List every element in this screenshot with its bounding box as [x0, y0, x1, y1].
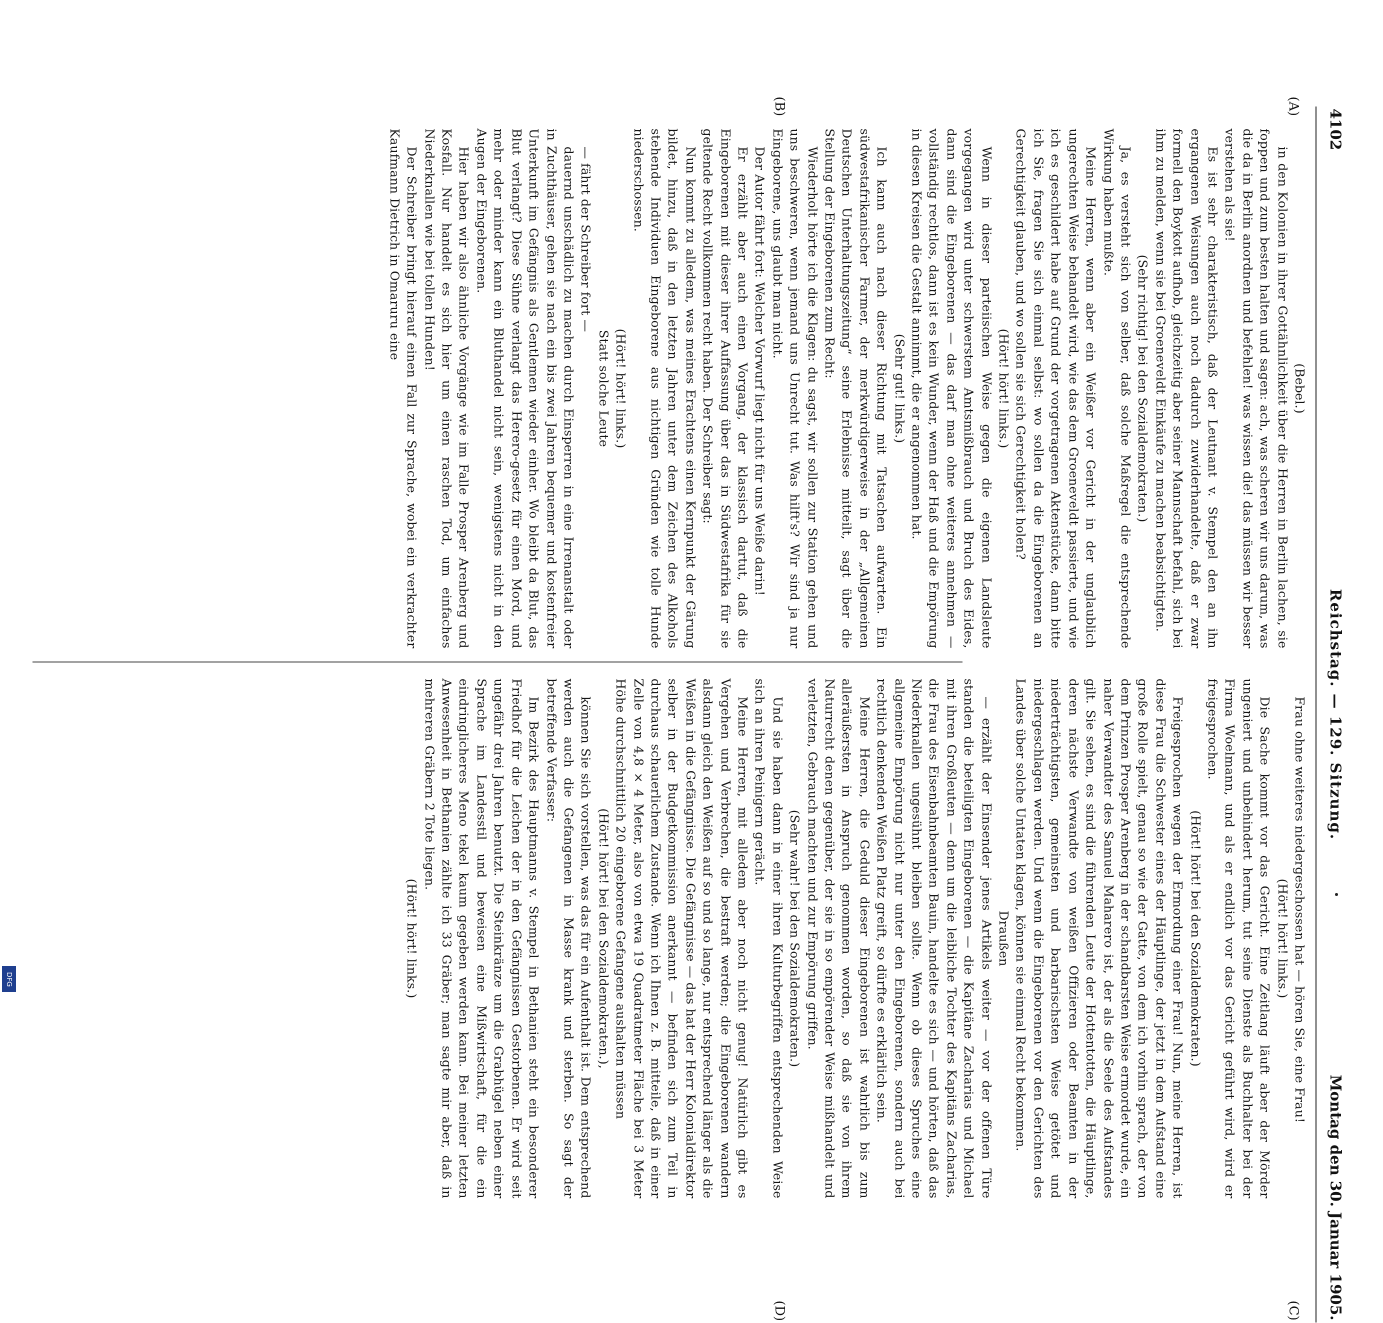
interjection: (Hört! hört! links.): [1275, 878, 1291, 999]
paragraph: Der Autor fährt fort: Welcher Vorwurf liegt nicht für uns Weiße darin!: [752, 146, 768, 596]
paragraph: Er erzählt aber auch einen Vorgang, der klassisch dartut, daß die Eingeborenen mit dieser ihrer Auffassung über das in Südwestafrika für sie geltende Recht vollkommen recht haben. Der Schreiber sagt:: [700, 128, 751, 649]
margin-marker-d: (D): [771, 1300, 787, 1322]
dfg-logo: DFG: [2, 966, 16, 992]
paragraph: in den Kolonien in ihrer Gottähnlichkeit über die Herren in Berlin lachen, sie foppen und zum besten halten und sagen: ach, was scheren wir uns darum, was die da in Berlin anordnen und befehlen! was wissen die! das müssen wir besser verstehen als sie!: [1222, 128, 1291, 649]
paragraph: Freigesprochen wegen der Ermordung einer Frau! Nun, meine Herren, ist diese Frau die Schwester eines der Häuptlinge, der jetzt in dem Aufstand eine große Rolle spielt, genau so wie der Gatte, von dem ich vorhin sprach, der von dem Prinzen Prosper Arenberg in der schandbarsten Weise ermordet wurde, ein naher Verwandter des Samuel Maharero ist, der als die Seele des Aufstandes gilt. Sie sehen, es sind die führenden Leute der Hottentotten, die Häuptlinge, deren nächste Verwandte von weißen Offizieren oder Beamten in der niederträchtigsten, gemeinsten und barbarischsten Weise getötet und niedergeschlagen werden. Und wenn die Eingeborenen vor den Gerichten des Landes über solche Untaten klagen, können sie einmal Recht bekommen.: [1014, 678, 1186, 1199]
paragraph: Im Bezirk des Hauptmanns v. Stempel in Bethanien steht ein besonderer Friedhof für die Leichen der in den Gefängnissen Gestorbenen. Er wird seit ungefähr drei Jahren benutzt. Die Steinkränze um die Grabhügel neben einer Sprache im Landesstil und beweisen eine Mißwirtschaft, für die ein eindringlicheres Meno tekel kaum gegeben werden kann. Bei meiner letzten Anwesenheit in Bethanien zählte ich 33 Gräber; man sagte mir aber, daß in mehreren Gräbern 2 Tote liegen.: [422, 678, 542, 1199]
paragraph: Es ist sehr charakteristisch, daß der Leutnant v. Stempel den an ihn ergangenen Weisungen auch noch dadurch zuwiderhandelte, daß er zwar formell den Boykott aufhob, gleichzeitig aber seiner Mannschaft befahl, sich bei ihm zu melden, wenn sie bei Groeneveldt Einkäufe zu machen beabsichtigten.: [1153, 128, 1221, 649]
page-date: Montag den 30. Januar 1905.: [1326, 1074, 1345, 1321]
interjection: (Hört! hört! bei den Sozialdemokraten.),: [596, 808, 612, 1069]
paragraph: können Sie sich vorstellen, was das für ein Aufenthalt ist. Dem entsprechend werden auch die Gefangenen in Masse krank und sterben. So sagt der betreffende Verfasser:: [544, 678, 594, 1199]
left-text-column: [386, 129, 1309, 649]
paragraph: Ich kann auch nach dieser Richtung mit Tatsachen aufwarten. Ein südwestafrikanischer Farmer, der merkwürdigerweise in der „Allgemeinen Deutschen Unterhaltungszeitung“ seine Erlebnisse mitteilt, sagt über die Stellung der Eingeborenen zum Recht:: [822, 128, 890, 649]
column-rule: [33, 662, 963, 663]
paragraph: Meine Herren, mit alledem aber noch nicht genug! Natürlich gibt es Vergehen und Verbrechen, die bestraft werden; die Eingeborenen wandern alsdann gleich den Weißen auf so und so lange, nur entsprechend länger als die Weißen in die Gefängnisse. Die Gefängnisse — das hat der Herr Kolonialdirektor selber in der Budgetkommission anerkannt — befinden sich zum Teil in durchaus schauerlichem Zustande. Wenn ich Ihnen z. B. mitteile, daß in einer Zelle von 4,8 × 4 Meter, also von etwa 19 Quadratmeter Fläche bei 3 Meter Höhe durchschnittlich 20 eingeborene Gefangene aushalten müssen: [613, 678, 751, 1199]
page-number: 4102: [1326, 108, 1345, 151]
paragraph: dauernd unschädlich zu machen durch Einsperren in eine Irrenanstalt oder in Zuchthäuser, gehen sie nach ein bis zwei Jahren bequemer und kostenfreier Unterkunft im Gefängnis als Gentlemen wieder einher. Wo bleibt da Blut, das Blut verlangt? Diese Sühne verlangt das Herero-gesetz für einen Mord, und mehr oder minder kann ein Bluthandel nicht sein, wenigstens nicht in den Augen der Eingeborenen.: [474, 128, 577, 649]
interjection: (Sehr gut! links.): [892, 333, 908, 444]
paragraph: Wenn in dieser parteiischen Weise gegen die eigenen Landsleute vorgegangen wird unter schwerstem Amtsmißbrauch und Bruch des Eides, dann sind die Eingeborenen — das darf man ohne weiteres annehmen — vollständig rechtlos, dann ist es kein Wunder, wenn der Haß und die Empörung in diesen Kreisen die Gestalt annimmt, die er angenommen hat.: [909, 128, 995, 649]
paragraph: Und sie haben dann in einer ihren Kulturbegriffen entsprechenden Weise sich an ihren Peinigern gerächt.: [752, 678, 786, 1199]
margin-marker-b: (B): [771, 96, 787, 117]
paragraph: Meine Herren, die Geduld dieser Eingeborenen ist wahrlich bis zum alleräußersten in Anspruch genommen worden, so daß sie von ihrem Naturrecht denen gegenüber, der sie in so empörender Weise mißhandelt und verletzten, Gebrauch machten und zur Empörung griffen.: [805, 678, 873, 1199]
rotated-page-content: [0, 1, 1383, 1322]
margin-marker-a: (A): [1285, 96, 1301, 117]
paragraph: — erzählt der Einsender jenes Artikels weiter — vor der offenen Türe standen die beteiligten Eingeborenen — die Kapitäne Zacharias und Michael mit ihren Großleuten — denn um die leibliche Tochter des Kapitäns Zacharias, die Frau des Eisenbahnbeamten Bauin, handelte es sich — und hörten, daß das Niederknallen ungesühnt bleiben sollte. Wenn ob dieses Spruches eine allgemeine Empörung nicht nur unter den Eingeborenen, sondern auch bei rechtlich denkenden Weißen Platz greift, so dürfte es erklärlich sein.: [874, 678, 995, 1199]
margin-marker-c: (C): [1285, 1300, 1301, 1321]
paragraph: — fährt der Schreiber fort —: [578, 146, 594, 332]
page-title: Reichstag. — 129. Sitzung.: [1326, 588, 1345, 841]
page-header: [1317, 109, 1347, 1321]
paragraph: Ja, es versteht sich von selber, daß solche Maßregel die entsprechende Wirkung haben mußte.: [1101, 128, 1134, 649]
ink-speck: [1335, 893, 1338, 896]
paragraph: Die Sache kommt vor das Gericht. Eine Zeitlang läuft aber der Mörder ungeniert und unbehindert herum, tut seine Dienste als Buchhalter bei der Firma Woelmann, und als er endlich vor das Gericht geführt wird, wird er freigesprochen.: [1205, 678, 1273, 1199]
paragraph: Wiederholt hörte ich die Klagen: du sagst, wir sollen zur Station gehen und uns beschweren, wenn jemand uns Unrecht tut. Was hilft's? Wir sind ja nur Eingeborene, uns glaubt man nicht.: [770, 128, 821, 649]
paragraph: Der Schreiber bringt hierauf einen Fall zur Sprache, wobei ein verkrachter Kaufmann Dietrich in Omaruru eine: [387, 128, 420, 649]
interjection: (Sehr wahr! bei den Sozialdemokraten.): [787, 809, 803, 1068]
paragraph: Frau ohne weiteres niedergeschossen hat — hören Sie, eine Frau!: [1292, 696, 1308, 1123]
header-rule: [1316, 107, 1317, 1323]
interjection: (Hört! hört! links.): [996, 328, 1012, 449]
interjection: Draußen: [996, 910, 1012, 967]
interjection: (Hört! hört! links.): [613, 328, 629, 449]
interjection: Statt solche Leute: [596, 329, 612, 448]
right-text-column: [403, 679, 1308, 1199]
speaker-name: (Bebel.): [1292, 363, 1308, 414]
interjection: (Sehr richtig! bei den Sozialdemokraten.): [1135, 254, 1151, 523]
paragraph: Hier haben wir also ähnliche Vorgänge wie im Falle Prosper Arenberg und Kosfall. Nur handelt es sich hier um einen raschen Tod, um einfaches Niederknallen wie bei tollen Hunden!: [422, 128, 472, 649]
paragraph: Meine Herren, wenn aber ein Weißer vor Gericht in der unglaublich ungerechten Weise behandelt wird, wie das dem Groeneveldt passierte, und wie ich es geschildert habe auf Grund der vorgetragenen Aktenstücke, dann bitte ich Sie, fragen Sie sich einmal selbst: wo sollen da die Eingeborenen an Gerechtigkeit glauben, und wo sollen sie sich Gerechtigkeit holen?: [1014, 128, 1099, 649]
interjection: (Hört! hört! links.): [404, 878, 420, 999]
paragraph: Nun kommt zu alledem, was meines Erachtens einen Kernpunkt der Gärung bildet, hinzu, daß in den letzten Jahren unter dem Zeichen des Alkohols stehende Individuen Eingeborene aus nichtigen Gründen wie tolle Hunde niederschossen.: [631, 128, 699, 649]
interjection: (Hört! hört! bei den Sozialdemokraten.): [1188, 810, 1204, 1067]
